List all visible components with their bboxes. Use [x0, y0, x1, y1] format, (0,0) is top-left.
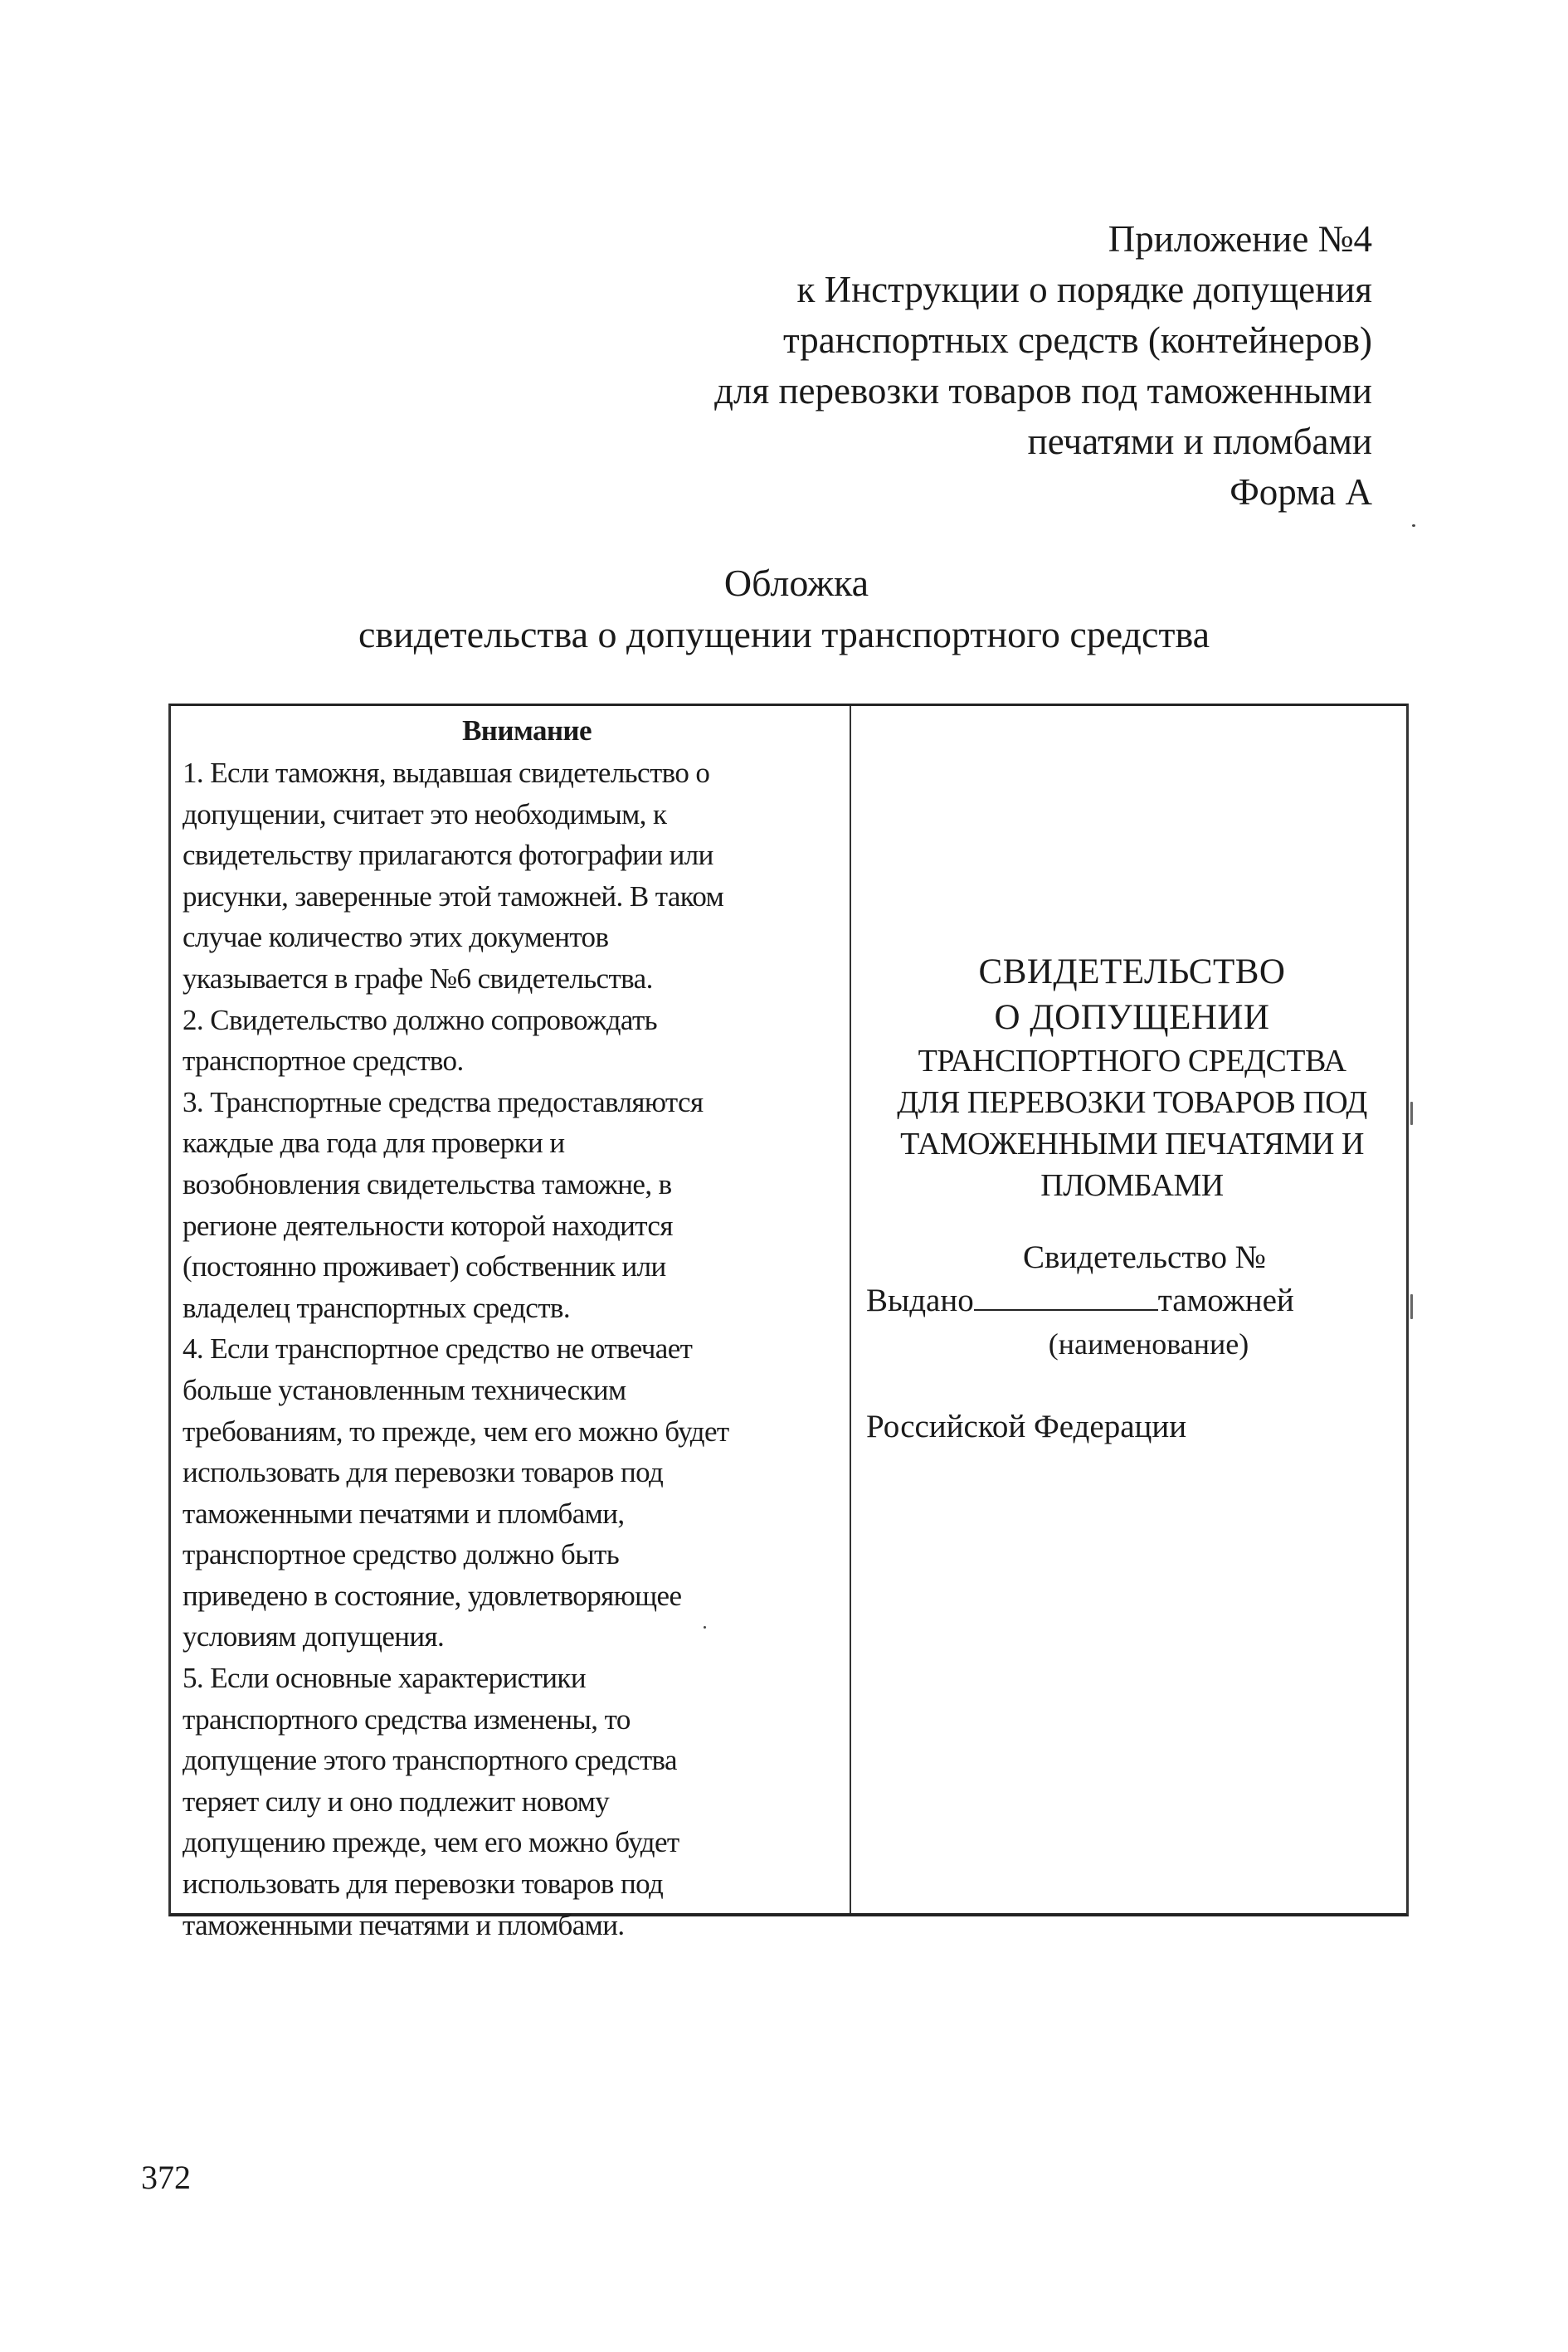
issued-blank-line [974, 1281, 1158, 1311]
cover-title: Обложка [723, 562, 869, 604]
notice-line: возобновления свидетельства таможне, в [183, 1167, 672, 1200]
certificate-cover-table [168, 704, 1409, 1941]
appendix-line: транспортных средств (контейнеров) [782, 319, 1372, 361]
certificate-title-line: ТРАНСПОРТНОГО СРЕДСТВА [918, 1044, 1346, 1079]
notice-line: транспортного средства изменены, то [183, 1702, 631, 1736]
notice-column [183, 711, 838, 1945]
form-label: Форма А [1230, 471, 1372, 513]
scan-speck [704, 1626, 706, 1629]
certificate-title-line: ДЛЯ ПЕРЕВОЗКИ ТОВАРОВ ПОД [897, 1085, 1367, 1120]
notice-line: таможенными печатями и пломбами. [183, 1908, 625, 1941]
notice-line: требованиям, то прежде, чем его можно будет [183, 1415, 729, 1448]
notice-line: указывается в графе №6 свидетельства. [183, 962, 653, 995]
notice-paragraph-3 [183, 1082, 838, 1329]
notice-line: регионе деятельности которой находится [183, 1209, 673, 1242]
notice-paragraph-2 [183, 1000, 838, 1082]
appendix-line: к Инструкции о порядке допущения [796, 269, 1372, 310]
notice-line: свидетельству прилагаются фотографии или [183, 839, 713, 872]
notice-line: 5. Если основные характеристики [183, 1662, 586, 1695]
scan-speck [1410, 1102, 1413, 1125]
notice-line: транспортное средство должно быть [183, 1538, 620, 1571]
issued-by-field [866, 1280, 1405, 1322]
certificate-title-line: ПЛОМБАМИ [1040, 1168, 1224, 1203]
notice-line: использовать для перевозки товаров под [183, 1867, 664, 1901]
notice-line: допущение этого транспортного средства [183, 1744, 677, 1777]
certificate-number-label: Свидетельство № [1022, 1239, 1266, 1275]
notice-line: теряет силу и оно подлежит новому [183, 1785, 610, 1818]
notice-heading: Внимание [462, 714, 592, 747]
notice-line: случае количество этих документов [183, 921, 609, 954]
notice-line: рисунки, заверенные этой таможней. В таком [183, 879, 724, 913]
appendix-line: для перевозки товаров под таможенными [714, 370, 1372, 411]
notice-line: больше установленным техническим [183, 1373, 626, 1406]
notice-line: приведено в состояние, удовлетворяющее [183, 1579, 682, 1612]
notice-line: 2. Свидетельство должно сопровождать [183, 1003, 657, 1036]
appendix-line: Приложение №4 [1108, 218, 1372, 260]
appendix-header [714, 214, 1372, 518]
notice-line: таможенными печатями и пломбами, [183, 1497, 625, 1530]
scan-speck [1412, 524, 1415, 527]
notice-line: владелец транспортных средств. [183, 1291, 570, 1324]
notice-line: 1. Если таможня, выдавшая свидетельство о [183, 757, 710, 789]
notice-line: использовать для перевозки товаров под [183, 1456, 664, 1489]
notice-paragraph-4 [183, 1328, 838, 1658]
notice-line: транспортное средство. [183, 1045, 464, 1078]
notice-line: 4. Если транспортное средство не отвечает [183, 1332, 693, 1366]
notice-paragraph-5 [183, 1658, 838, 1945]
notice-line: (постоянно проживает) собственник или [183, 1250, 666, 1283]
issued-hint: (наименование) [1048, 1327, 1249, 1361]
cover-subtitle: свидетельства о допущении транспортного средства [358, 613, 1210, 655]
certificate-title-line: СВИДЕТЕЛЬСТВО [978, 952, 1286, 991]
scan-speck [1410, 1294, 1413, 1319]
certificate-title [856, 949, 1408, 1206]
cover-title-block [0, 558, 1568, 660]
appendix-line: печатями и пломбами [1027, 421, 1372, 462]
country-label: Российской Федерации [866, 1409, 1187, 1444]
issued-label: Выдано [866, 1283, 974, 1318]
notice-line: допущению прежде, чем его можно будет [183, 1826, 679, 1859]
page-number: 372 [141, 2159, 191, 2196]
notice-line: условиям допущения. [183, 1620, 445, 1653]
notice-line: каждые два года для проверки и [183, 1127, 565, 1160]
notice-paragraph-1 [183, 752, 838, 1000]
issued-suffix: таможней [1157, 1283, 1294, 1318]
column-divider [850, 706, 851, 1913]
certificate-title-line: О ДОПУЩЕНИИ [994, 998, 1270, 1037]
notice-line: допущении, считает это необходимым, к [183, 797, 667, 830]
notice-line: 3. Транспортные средства предоставляются [183, 1085, 704, 1118]
certificate-title-line: ТАМОЖЕННЫМИ ПЕЧАТЯМИ И [900, 1127, 1364, 1161]
